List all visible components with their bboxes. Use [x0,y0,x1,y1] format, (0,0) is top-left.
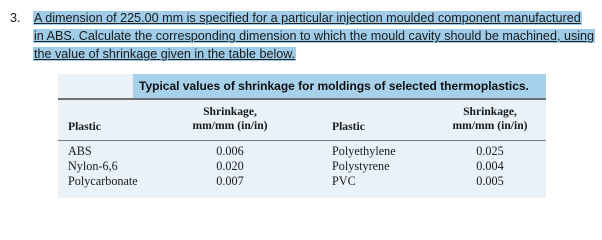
table-cell: PVC [332,174,356,188]
table-cell: 0.020 [216,159,244,173]
table-cell: 0.004 [476,159,504,173]
column-shrinkage-left [190,144,270,189]
table-cell: 0.007 [216,174,244,188]
question-line-3: the value of shrinkage given in the table below. [34,47,296,61]
table-cell: 0.006 [216,144,244,158]
question-text [33,9,598,63]
table-cell: ABS [68,144,92,158]
question-line-2: in ABS. Calculate the corresponding dimension to which the mould cavity should be machined, using [34,29,595,43]
header-shrinkage-right-line1: Shrinkage, [463,105,517,118]
table-cell: 0.005 [476,174,504,188]
table-header-rule [58,140,546,141]
header-plastic-right: Plastic [332,120,365,133]
table-cell: Nylon-6,6 [68,159,118,173]
table-cell: Polyethylene [332,144,396,158]
question-line-1: A dimension of 225.00 mm is specified for a particular injection moulded component manufactured [34,11,581,25]
header-shrinkage-right-line2: mm/mm (in/in) [452,119,528,132]
table-top-rule [58,98,546,100]
question-number: 3. [10,11,21,25]
column-plastic-right [332,144,396,189]
header-shrinkage-right [434,105,546,133]
column-shrinkage-right [452,144,528,189]
table-caption: Typical values of shrinkage for moldings of selected thermoplastics. [133,74,546,98]
column-plastic-left [68,144,138,189]
header-shrinkage-left [170,105,290,133]
table-cell: Polycarbonate [68,174,138,188]
table-cell: Polystyrene [332,159,390,173]
header-shrinkage-left-line1: Shrinkage, [203,105,257,118]
shrinkage-table [58,74,546,198]
header-plastic-left: Plastic [68,120,101,133]
header-shrinkage-left-line2: mm/mm (in/in) [192,119,268,132]
table-cell: 0.025 [476,144,504,158]
